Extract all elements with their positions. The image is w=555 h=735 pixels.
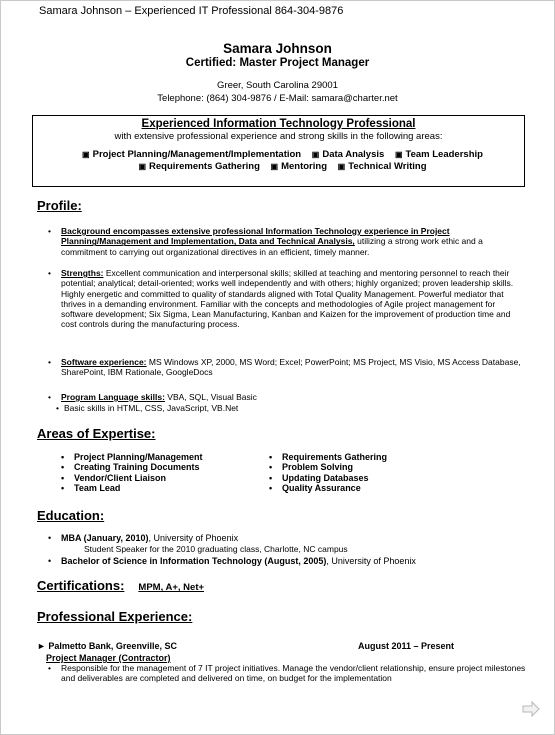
duty-bullet bbox=[48, 663, 528, 684]
experience-heading: Professional Experience: bbox=[37, 609, 193, 624]
expertise-item: • Team Lead bbox=[61, 483, 203, 493]
next-page-arrow-icon[interactable] bbox=[521, 700, 541, 718]
skill-item: Data Analysis bbox=[322, 149, 385, 160]
expertise-item: • Quality Assurance bbox=[269, 483, 387, 493]
employment-dates: August 2011 – Present bbox=[358, 641, 455, 651]
certifications-heading bbox=[37, 578, 204, 593]
skill-item: Technical Writing bbox=[348, 161, 427, 172]
square-bullet-icon: ▣ bbox=[394, 150, 403, 159]
expertise-heading: Areas of Expertise: bbox=[37, 426, 156, 441]
candidate-contact: Telephone: (864) 304-9876 / E-Mail: samara@charter.net bbox=[157, 93, 398, 104]
candidate-location: Greer, South Carolina 29001 bbox=[217, 80, 338, 91]
profile-background-text: utilizing a strong work ethic and a commitment to carrying out organizational directives in an efficient, timely manner. bbox=[61, 236, 483, 257]
candidate-title: Certified: Master Project Manager bbox=[185, 57, 370, 69]
software-label: Software experience: bbox=[61, 357, 147, 367]
bullet-icon: • bbox=[48, 392, 51, 402]
skills-row-1 bbox=[33, 149, 524, 161]
summary-box bbox=[32, 115, 525, 187]
square-bullet-icon: ▣ bbox=[337, 162, 346, 171]
education-note: Student Speaker for the 2010 graduating class, Charlotte, NC campus bbox=[84, 544, 348, 554]
profile-background-bold: Background encompasses extensive professional Information Technology experience in Project Planning/Management and Implementation, Data and Technical Analysis, bbox=[61, 226, 450, 247]
profile-bullet bbox=[48, 392, 528, 402]
expertise-item: • Updating Databases bbox=[269, 473, 387, 483]
expertise-right-column bbox=[269, 452, 387, 494]
skill-item: Mentoring bbox=[281, 161, 328, 172]
profile-heading: Profile: bbox=[37, 198, 82, 213]
certifications-label: Certifications: bbox=[37, 578, 125, 593]
basic-skills-text: Basic skills in HTML, CSS, JavaScript, VB.Net bbox=[64, 403, 239, 413]
bullet-icon: • bbox=[48, 226, 51, 236]
bullet-icon: • bbox=[48, 357, 51, 367]
bullet-icon: • bbox=[56, 403, 59, 413]
expertise-left-column bbox=[61, 452, 203, 494]
bullet-icon: • bbox=[48, 556, 52, 566]
square-bullet-icon: ▣ bbox=[311, 150, 320, 159]
expertise-item: • Project Planning/Management bbox=[61, 452, 203, 462]
strengths-text: Excellent communication and interpersonal skills; skilled at teaching and mentoring personnel to reach their potential; analytical; detail-oriented; works well independently and with others; highly organized; proven leadership skills. Highly energetic and committed to quality of standards aligned with Total Quality Management. Powerful mediator that thrives in a demanding environment. Familiar with the concepts and methodologies of Agile project management for software development; Six Sigma, Lean Manufacturing, Kanban and Kaizen for the improvement of production time and cost controls during the manufacturing process. bbox=[61, 268, 514, 330]
degree-mba: MBA (January, 2010) bbox=[61, 533, 149, 543]
square-bullet-icon: ▣ bbox=[82, 150, 90, 159]
square-bullet-icon: ▣ bbox=[138, 162, 147, 171]
expertise-item: • Problem Solving bbox=[269, 462, 387, 472]
degree-mba-school: , University of Phoenix bbox=[148, 533, 239, 543]
software-text: MS Windows XP, 2000, MS Word; Excel; PowerPoint; MS Project, MS Visio, MS Access Database, SharePoint, IBM Rationale, GoogleDocs bbox=[61, 357, 521, 378]
skill-item: Project Planning/Management/Implementation bbox=[92, 149, 302, 160]
skill-item: Requirements Gathering bbox=[149, 161, 260, 172]
strengths-label: Strengths: bbox=[61, 268, 104, 278]
summary-title: Experienced Information Technology Professional bbox=[141, 118, 416, 130]
expertise-item: • Requirements Gathering bbox=[269, 452, 387, 462]
skills-row-2 bbox=[33, 161, 524, 173]
profile-bullet bbox=[48, 357, 528, 378]
certifications-value: MPM, A+, Net+ bbox=[138, 582, 205, 593]
education-item bbox=[48, 556, 528, 567]
summary-subtitle: with extensive professional experience and strong skills in the following areas: bbox=[114, 131, 443, 142]
duty-text: Responsible for the management of 7 IT project initiatives. Manage the vendor/client relationship, ensure project milestones and deliverables are completed and delivered on time, on budget for the implementation bbox=[61, 663, 526, 684]
bullet-icon: • bbox=[48, 268, 51, 278]
education-item bbox=[48, 533, 528, 544]
header-line: Samara Johnson – Experienced IT Professional 864-304-9876 bbox=[39, 5, 344, 17]
degree-bs-school: , University of Phoenix bbox=[326, 556, 416, 566]
square-bullet-icon: ▣ bbox=[270, 162, 279, 171]
degree-bs: Bachelor of Science in Information Technology (August, 2005) bbox=[61, 556, 327, 566]
skill-item: Team Leadership bbox=[405, 149, 483, 160]
expertise-item: • Vendor/Client Liaison bbox=[61, 473, 203, 483]
job-role: Project Manager (Contractor) bbox=[46, 653, 171, 663]
language-text: VBA, SQL, Visual Basic bbox=[164, 392, 257, 402]
profile-bullet bbox=[48, 226, 528, 257]
education-heading: Education: bbox=[37, 508, 105, 523]
profile-bullet bbox=[56, 403, 536, 413]
candidate-name: Samara Johnson bbox=[223, 41, 332, 56]
employer-line: ► Palmetto Bank, Greenville, SC bbox=[37, 641, 177, 651]
expertise-item: • Creating Training Documents bbox=[61, 462, 203, 472]
bullet-icon: • bbox=[48, 533, 52, 543]
language-label: Program Language skills: bbox=[61, 392, 165, 402]
bullet-icon: • bbox=[48, 663, 51, 673]
profile-bullet bbox=[48, 268, 528, 330]
